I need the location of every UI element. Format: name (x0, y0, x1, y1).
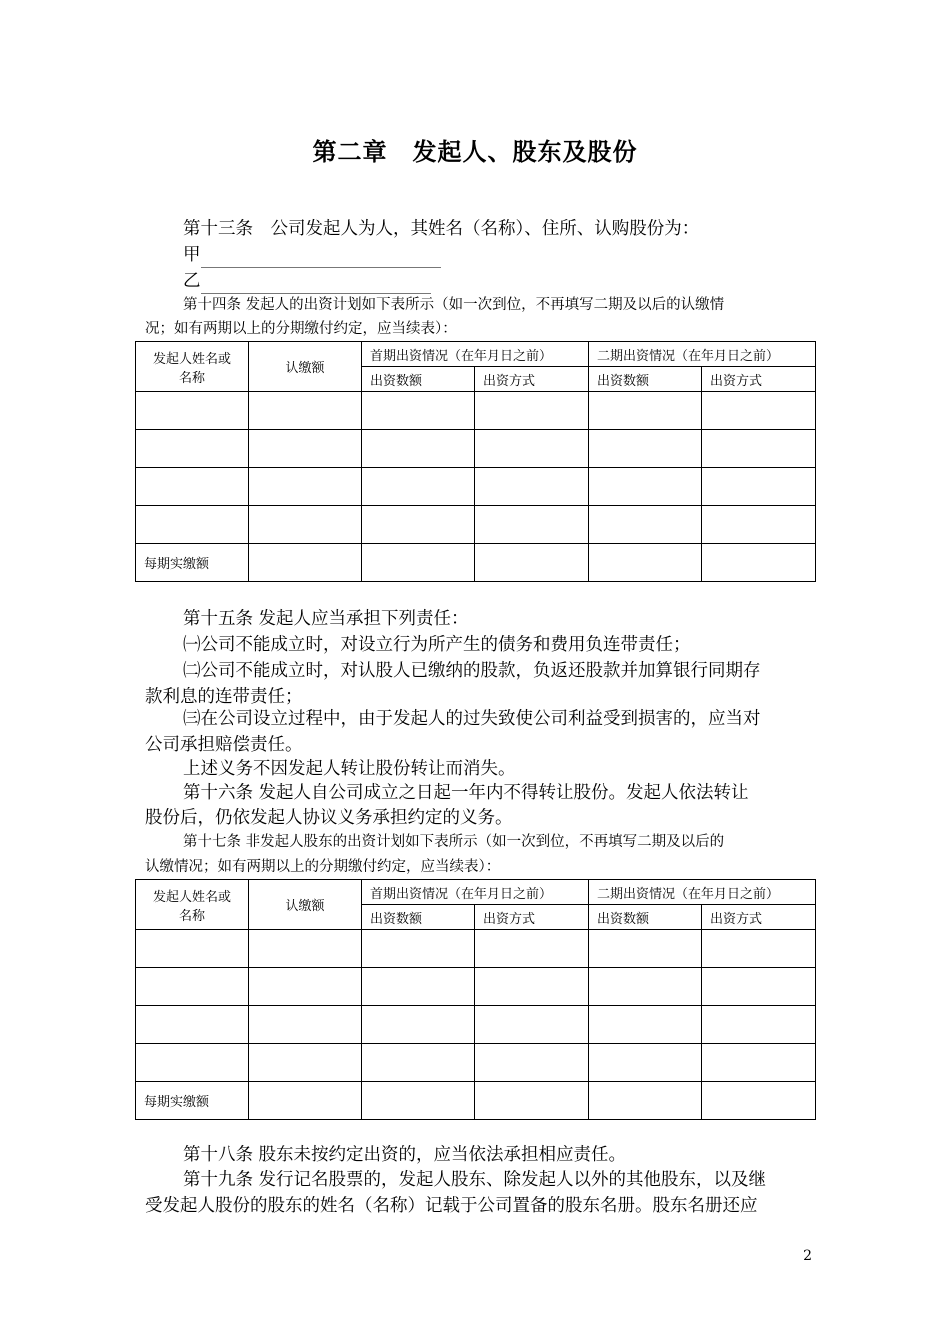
article-13-line-jia (145, 242, 807, 268)
article-17-line1: 第十七条 非发起人股东的出资计划如下表所示（如一次到位，不再填写二期及以后的 (183, 834, 725, 850)
header-phase2-method: 出资方式 (702, 905, 816, 930)
table-cell[interactable] (475, 1044, 589, 1082)
table-cell[interactable] (702, 392, 816, 430)
table-cell[interactable] (362, 430, 475, 468)
table-cell[interactable] (702, 544, 816, 582)
header-phase2: 二期出资情况（在年月日之前） (589, 342, 816, 367)
header-phase2: 二期出资情况（在年月日之前） (589, 880, 816, 905)
article-14-line1: 第十四条 发起人的出资计划如下表所示（如一次到位，不再填写二期及以后的认缴情 (183, 297, 725, 313)
article-14-line2: 况；如有两期以上的分期缴付约定，应当续表）： (145, 321, 457, 337)
table-row (136, 1044, 816, 1082)
header-phase1-method: 出资方式 (475, 905, 589, 930)
table-cell[interactable] (362, 392, 475, 430)
table-cell[interactable] (589, 1006, 702, 1044)
paid-per-phase-label: 每期实缴额 (136, 1082, 249, 1120)
table-cell[interactable] (136, 468, 249, 506)
table-cell[interactable] (249, 392, 362, 430)
table-cell[interactable] (589, 968, 702, 1006)
table-cell[interactable] (702, 968, 816, 1006)
table-cell[interactable] (475, 392, 589, 430)
party-yi-label: 乙 (183, 271, 201, 291)
table-cell[interactable] (475, 430, 589, 468)
table-row (136, 1006, 816, 1044)
table-cell[interactable] (249, 544, 362, 582)
article-13-line-yi (145, 268, 807, 294)
article-13-text: 第十三条 公司发起人为人，其姓名（名称）、住所、认购股份为： (183, 219, 700, 239)
page-number: 2 (803, 1248, 812, 1264)
table-cell[interactable] (702, 506, 816, 544)
article-15-item2-line2: 款利息的连带责任； (145, 687, 303, 707)
table-row (136, 468, 816, 506)
article-16-line2: 股份后，仍依发起人协议义务承担约定的义务。 (145, 808, 513, 828)
table-cell[interactable] (362, 1082, 475, 1120)
table-cell[interactable] (249, 1006, 362, 1044)
table-cell[interactable] (589, 930, 702, 968)
article-15-item1: ㈠公司不能成立时，对设立行为所产生的债务和费用负连带责任； (183, 635, 691, 655)
table-cell[interactable] (589, 1044, 702, 1082)
table-cell[interactable] (589, 468, 702, 506)
table-cell[interactable] (475, 506, 589, 544)
table-row (136, 506, 816, 544)
non-founder-contribution-table (135, 879, 816, 1120)
header-phase1-method: 出资方式 (475, 367, 589, 392)
header-phase1-amount: 出资数额 (362, 367, 475, 392)
paid-per-phase-label: 每期实缴额 (136, 544, 249, 582)
chapter-title: 第二章 发起人、股东及股份 (312, 138, 638, 166)
table-cell[interactable] (136, 1006, 249, 1044)
table-cell[interactable] (362, 506, 475, 544)
table-cell[interactable] (475, 930, 589, 968)
header-phase1: 首期出资情况（在年月日之前） (362, 342, 589, 367)
article-18-text: 第十八条 股东未按约定出资的，应当依法承担相应责任。 (183, 1145, 627, 1165)
header-phase2-amount: 出资数额 (589, 905, 702, 930)
table-cell[interactable] (702, 468, 816, 506)
table-cell[interactable] (362, 968, 475, 1006)
table-cell[interactable] (136, 392, 249, 430)
party-jia-blank[interactable] (201, 249, 441, 268)
table-cell[interactable] (136, 430, 249, 468)
table-cell[interactable] (249, 1044, 362, 1082)
table-cell[interactable] (475, 968, 589, 1006)
table-cell[interactable] (249, 468, 362, 506)
table-cell[interactable] (702, 1006, 816, 1044)
table-cell[interactable] (702, 930, 816, 968)
table-cell[interactable] (702, 430, 816, 468)
article-19-line1: 第十九条 发行记名股票的，发起人股东、除发起人以外的其他股东，以及继 (183, 1170, 767, 1190)
table-cell[interactable] (589, 544, 702, 582)
table-cell[interactable] (136, 930, 249, 968)
header-subscribed: 认缴额 (249, 880, 362, 930)
table-cell[interactable] (249, 430, 362, 468)
table-row-paid-per-phase (136, 1082, 816, 1120)
article-16-line1: 第十六条 发起人自公司成立之日起一年内不得转让股份。发起人依法转让 (183, 783, 749, 803)
table-cell[interactable] (362, 1006, 475, 1044)
table-cell[interactable] (249, 1082, 362, 1120)
table-cell[interactable] (136, 1044, 249, 1082)
table-cell[interactable] (362, 468, 475, 506)
article-15-item2-line1: ㈡公司不能成立时，对认股人已缴纳的股款，负返还股款并加算银行同期存 (183, 661, 761, 681)
table-cell[interactable] (136, 968, 249, 1006)
table-cell[interactable] (136, 506, 249, 544)
table-row (136, 430, 816, 468)
founder-contribution-table (135, 341, 816, 582)
table-cell[interactable] (475, 1082, 589, 1120)
table-row (136, 930, 816, 968)
article-15-head: 第十五条 发起人应当承担下列责任： (183, 609, 469, 629)
header-phase2-method: 出资方式 (702, 367, 816, 392)
table-cell[interactable] (249, 968, 362, 1006)
table-cell[interactable] (589, 506, 702, 544)
header-phase1-amount: 出资数额 (362, 905, 475, 930)
table-row (136, 968, 816, 1006)
table-cell[interactable] (475, 468, 589, 506)
article-15-item3-line2: 公司承担赔偿责任。 (145, 735, 303, 755)
header-subscribed: 认缴额 (249, 342, 362, 392)
header-founder-name: 发起人姓名或 名称 (136, 342, 249, 392)
table-row-paid-per-phase (136, 544, 816, 582)
table-cell[interactable] (589, 1082, 702, 1120)
party-jia-label: 甲 (183, 245, 201, 265)
header-phase1: 首期出资情况（在年月日之前） (362, 880, 589, 905)
table-cell[interactable] (362, 930, 475, 968)
article-15-tail: 上述义务不因发起人转让股份转让而消失。 (183, 759, 516, 779)
table-cell[interactable] (702, 1082, 816, 1120)
table-cell[interactable] (589, 430, 702, 468)
table-cell[interactable] (362, 1044, 475, 1082)
table-cell[interactable] (475, 1006, 589, 1044)
header-founder-name: 发起人姓名或 名称 (136, 880, 249, 930)
header-phase2-amount: 出资数额 (589, 367, 702, 392)
table-cell[interactable] (249, 930, 362, 968)
table-cell[interactable] (475, 544, 589, 582)
table-cell[interactable] (702, 1044, 816, 1082)
table-cell[interactable] (249, 506, 362, 544)
article-15-item3-line1: ㈢在公司设立过程中，由于发起人的过失致使公司利益受到损害的，应当对 (183, 709, 761, 729)
article-17-line2: 认缴情况；如有两期以上的分期缴付约定，应当续表）： (145, 859, 501, 875)
table-row (136, 392, 816, 430)
table-cell[interactable] (362, 544, 475, 582)
article-19-line2: 受发起人股份的股东的姓名（名称）记载于公司置备的股东名册。股东名册还应 (145, 1196, 758, 1216)
table-cell[interactable] (589, 392, 702, 430)
